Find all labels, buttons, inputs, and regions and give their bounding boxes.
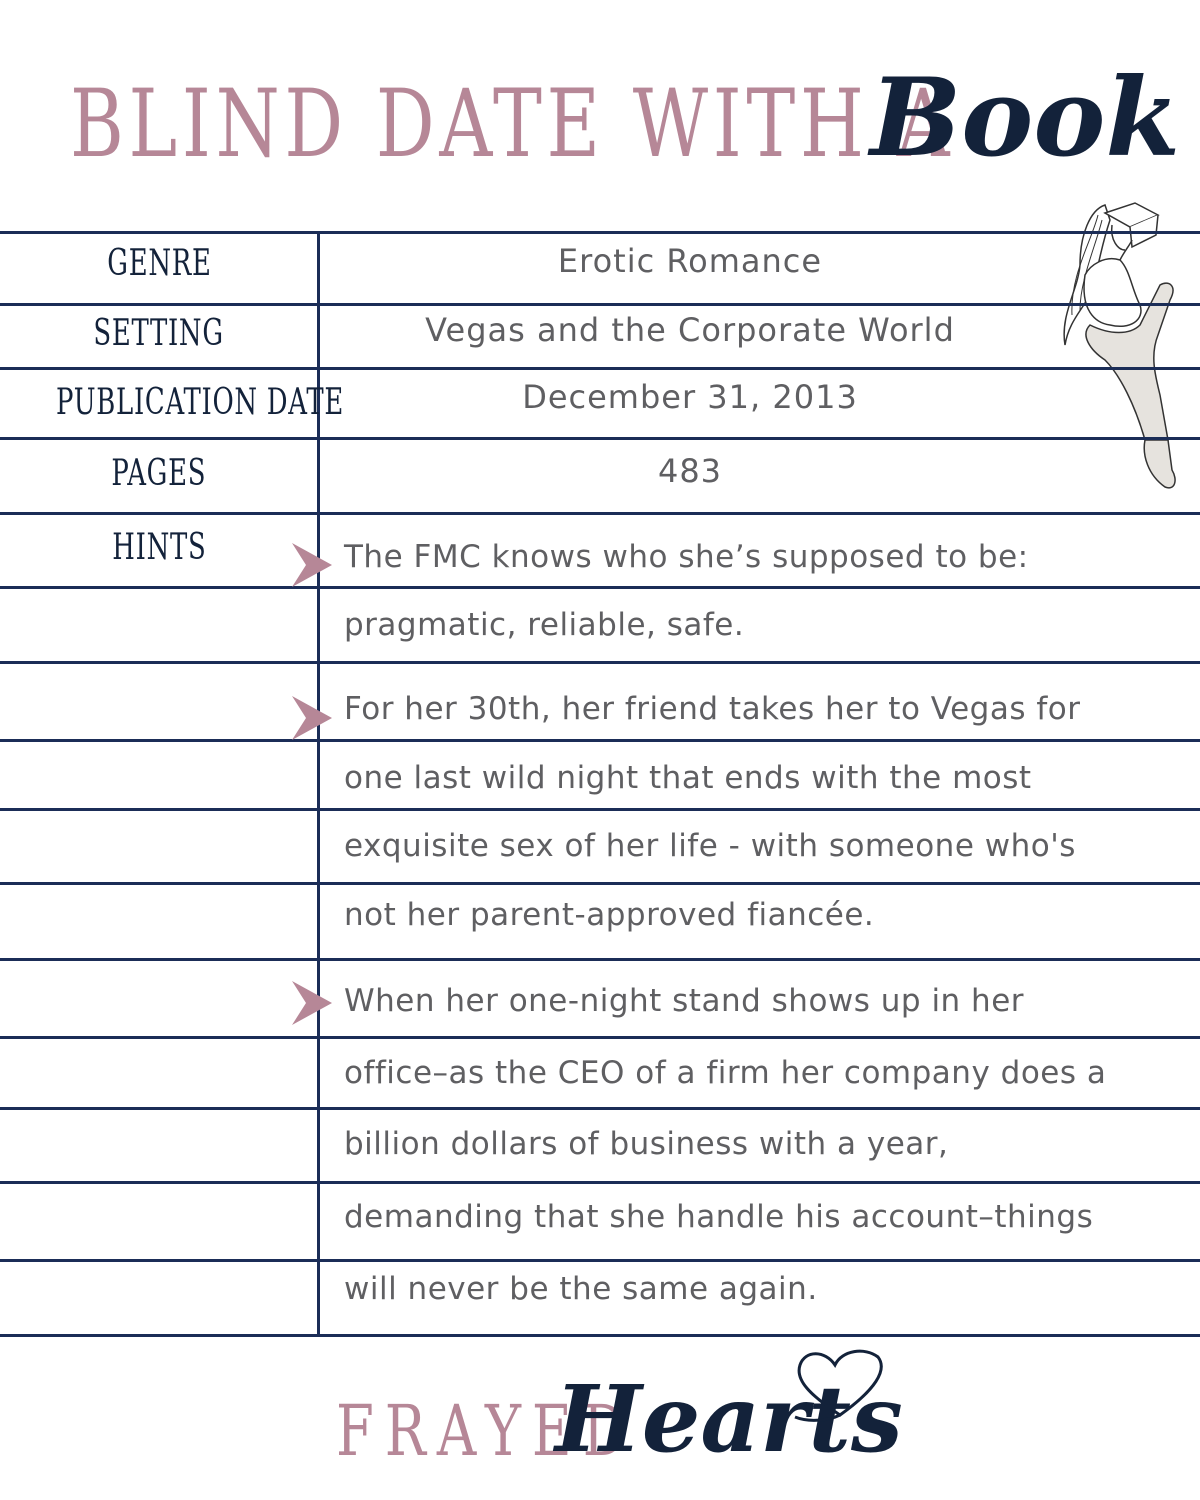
hint-line: exquisite sex of her life - with someone who's <box>344 828 1076 864</box>
hint-line: billion dollars of business with a year, <box>344 1126 949 1162</box>
row-rule <box>0 1181 1200 1184</box>
setting-value: Vegas and the Corporate World <box>425 311 955 349</box>
page-title-script: Book <box>870 55 1181 181</box>
hint-line: pragmatic, reliable, safe. <box>344 607 745 643</box>
pages-value: 483 <box>657 452 723 490</box>
row-rule <box>0 1259 1200 1262</box>
pages-label: PAGES <box>111 453 207 494</box>
row-rule <box>0 1036 1200 1039</box>
row-rule <box>0 1334 1200 1337</box>
page-title: BLIND DATE WITH A <box>70 70 955 179</box>
row-rule <box>0 1107 1200 1110</box>
hint-line: office–as the CEO of a firm her company does a <box>344 1055 1107 1091</box>
hint-line: not her parent-approved fiancée. <box>344 897 875 933</box>
setting-label: SETTING <box>93 313 225 354</box>
hint-line: demanding that she handle his account–things <box>344 1199 1094 1235</box>
row-rule <box>0 586 1200 589</box>
row-rule <box>0 882 1200 885</box>
chevron-right-icon <box>290 541 334 589</box>
chevron-right-icon <box>290 694 334 742</box>
genre-label: GENRE <box>106 243 212 284</box>
hint-line: one last wild night that ends with the most <box>344 760 1032 796</box>
publication-date-value: December 31, 2013 <box>522 378 858 416</box>
chevron-right-icon <box>290 979 334 1027</box>
hint-line: For her 30th, her friend takes her to Vegas for <box>344 691 1081 727</box>
reading-woman-illustration <box>1050 195 1185 495</box>
row-rule <box>0 303 1200 306</box>
row-rule <box>0 437 1200 440</box>
row-rule <box>0 739 1200 742</box>
row-rule <box>0 231 1200 234</box>
row-rule <box>0 367 1200 370</box>
hint-line: will never be the same again. <box>344 1271 818 1307</box>
row-rule <box>0 512 1200 515</box>
brand-name-script: Hearts <box>555 1365 903 1473</box>
brand-name: FRAYED <box>336 1390 638 1472</box>
row-rule <box>0 958 1200 961</box>
row-rule <box>0 808 1200 811</box>
hint-line: The FMC knows who she’s supposed to be: <box>344 539 1029 575</box>
row-rule <box>0 661 1200 664</box>
genre-value: Erotic Romance <box>557 242 823 280</box>
hint-line: When her one-night stand shows up in her <box>344 983 1025 1019</box>
hints-label: HINTS <box>111 527 207 568</box>
publication-date-label: PUBLICATION DATE <box>55 382 344 423</box>
heart-outline-icon <box>790 1345 890 1425</box>
